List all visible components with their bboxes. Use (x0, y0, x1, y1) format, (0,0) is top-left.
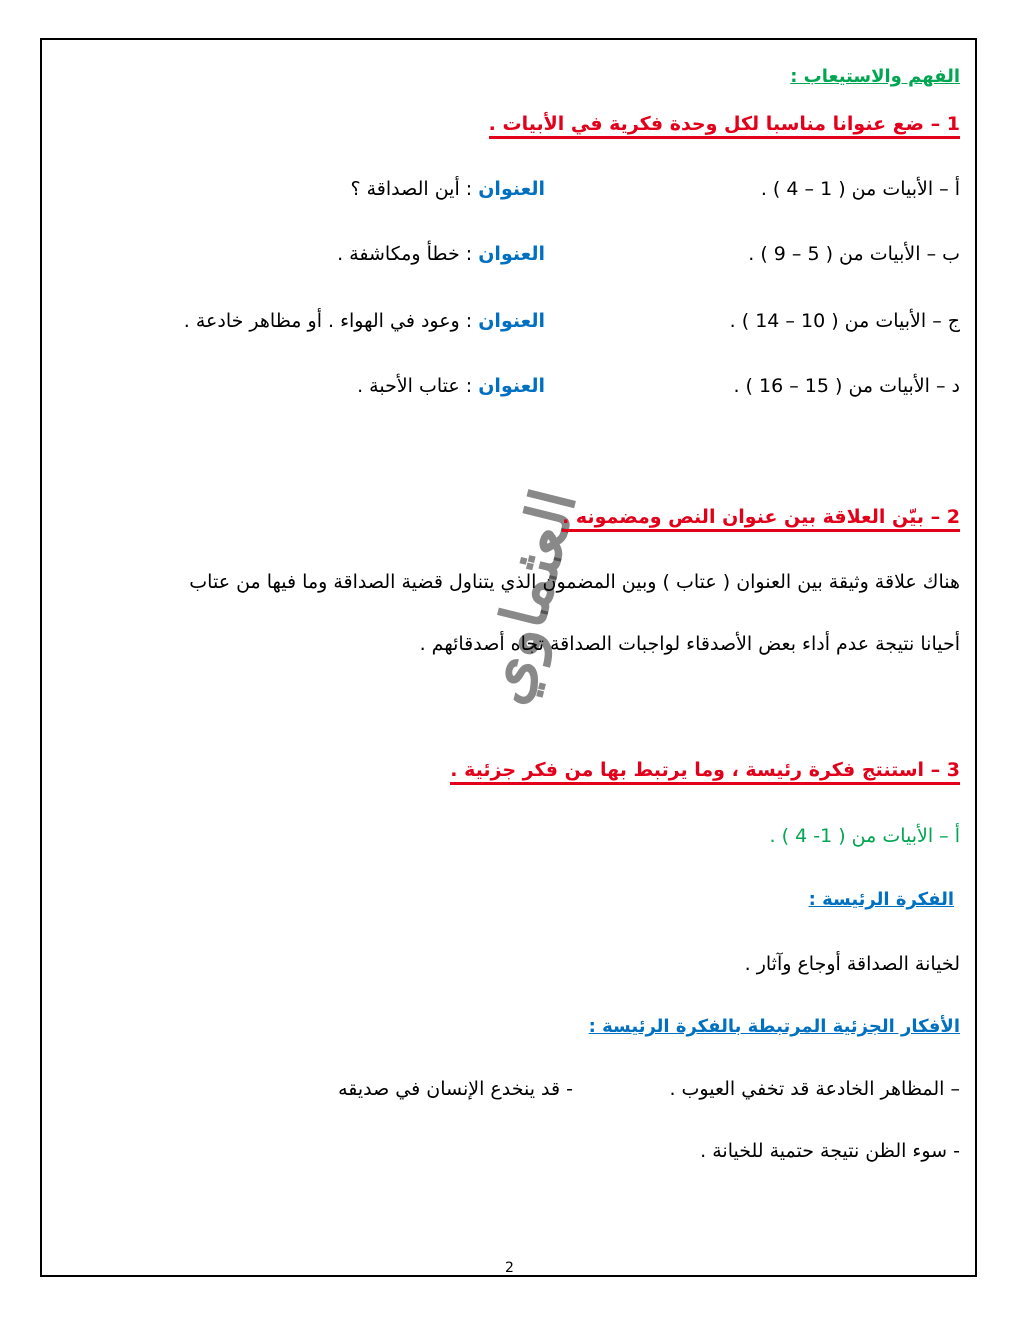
sub-ideas-heading (589, 1012, 960, 1041)
question-1 (489, 110, 960, 138)
main-idea-text: لخيانة الصداقة أوجاع وآثار . (744, 953, 960, 975)
question-2 (562, 503, 960, 531)
question-1-title: 1 – ضع عنوانا مناسبا لكل وحدة فكرية في الأبيات . (489, 113, 960, 139)
q1-row-title (337, 240, 545, 268)
title-label: العنوان (478, 375, 545, 397)
sub-idea-2: - قد ينخدع الإنسان في صديقه (338, 1078, 573, 1100)
main-idea-label: الفكرة الرئيسة : (808, 889, 954, 910)
main-idea-heading (809, 885, 954, 914)
sub-idea-1: – المظاهر الخادعة قد تخفي العيوب . (669, 1078, 960, 1100)
section-heading (790, 62, 960, 91)
q1-row-verses: أ – الأبيات من ( 1 – 4 ) . (760, 178, 960, 200)
q1-row-verses: د – الأبيات من ( 15 – 16 ) . (733, 375, 960, 397)
sub-ideas-label: الأفكار الجزئية المرتبطة بالفكرة الرئيسة : (588, 1016, 960, 1037)
question-3-title: 3 – استنتج فكرة رئيسة ، وما يرتبط بها من فكر جزئية . (450, 759, 960, 785)
q1-row-title (350, 175, 545, 203)
title-label: العنوان (478, 243, 545, 265)
watermark: العثماوي (467, 481, 591, 712)
q1-row-title (357, 372, 545, 400)
q3-verses: أ – الأبيات من ( 1- 4 ) . (769, 825, 960, 847)
comprehension-heading: الفهم والاستيعاب : (790, 66, 960, 87)
page-number: 2 (505, 1260, 514, 1276)
title-value: : عتاب الأحبة . (357, 375, 473, 397)
q1-row-title (184, 307, 545, 335)
sub-idea-3: - سوء الظن نتيجة حتمية للخيانة . (700, 1140, 960, 1162)
title-value: : وعود في الهواء . أو مظاهر خادعة . (183, 310, 473, 332)
q2-answer-line-2: أحيانا نتيجة عدم أداء بعض الأصدقاء لواجبات الصداقة تجاه أصدقائهم . (419, 633, 960, 655)
q1-row-verses: ج – الأبيات من ( 10 – 14 ) . (729, 310, 960, 332)
title-value: : أين الصداقة ؟ (350, 178, 473, 200)
question-3 (450, 756, 960, 784)
q1-row-verses: ب – الأبيات من ( 5 – 9 ) . (748, 243, 960, 265)
title-label: العنوان (478, 310, 545, 332)
title-value: : خطأ ومكاشفة . (337, 243, 473, 265)
question-2-title: 2 – بيّن العلاقة بين عنوان النص ومضمونه . (562, 506, 960, 532)
q2-answer-line-1: هناك علاقة وثيقة بين العنوان ( عتاب ) وبين المضمون الذي يتناول قضية الصداقة وما فيها من عتاب (189, 571, 960, 593)
title-label: العنوان (478, 178, 545, 200)
